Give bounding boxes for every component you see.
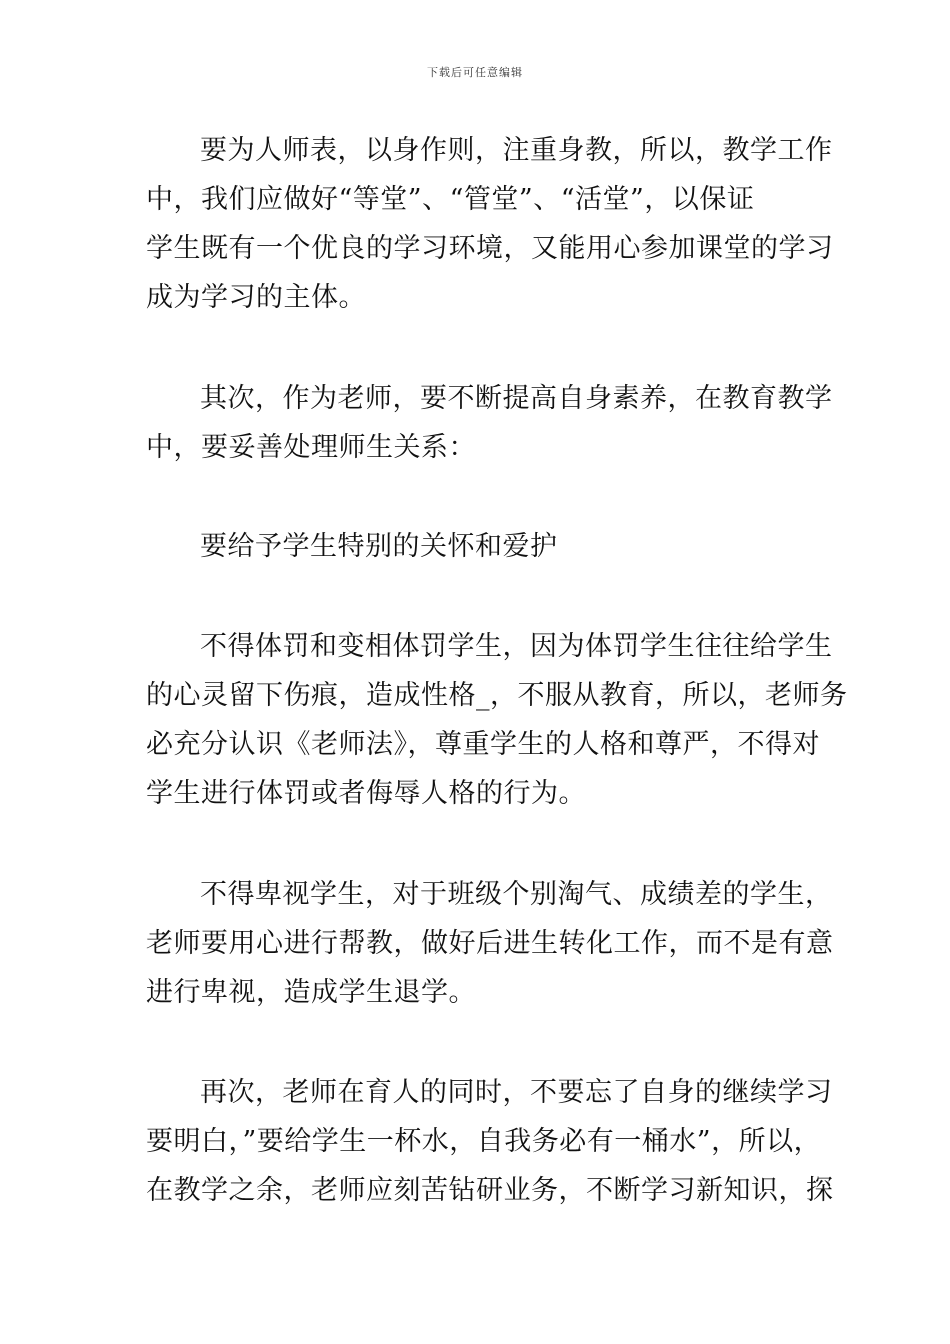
paragraph-5 xyxy=(146,870,836,1017)
paragraph-line: 不得体罚和变相体罚学生，因为体罚学生往往给学生 xyxy=(200,631,833,662)
paragraph-2 xyxy=(146,374,836,472)
paragraph-6 xyxy=(146,1068,836,1215)
paragraph-line: 要明白，”要给学生一杯水，自我务必有一桶水”，所以， xyxy=(146,1126,822,1157)
paragraph-line: 在教学之余，老师应刻苦钻研业务，不断学习新知识，探 xyxy=(146,1175,834,1206)
paragraph-3 xyxy=(146,522,836,571)
paragraph-line: 的心灵留下伤痕，造成性格_，不服从教育，所以，老师务 xyxy=(146,680,848,711)
paragraph-line: 中，我们应做好“等堂”、“管堂”、“活堂”，以保证 xyxy=(146,184,755,215)
paragraph-line: 进行卑视，造成学生退学。 xyxy=(146,977,476,1008)
paragraph-line: 再次，老师在育人的同时，不要忘了自身的继续学习 xyxy=(200,1077,833,1108)
paragraph-line: 要给予学生特别的关怀和爱护 xyxy=(200,531,558,562)
paragraph-1 xyxy=(146,126,836,322)
paragraph-4 xyxy=(146,622,848,818)
paragraph-line: 其次，作为老师，要不断提高自身素养，在教育教学 xyxy=(200,383,833,414)
paragraph-line: 要为人师表，以身作则，注重身教，所以，教学工作 xyxy=(200,135,833,166)
paragraph-line: 老师要用心进行帮教，做好后进生转化工作，而不是有意 xyxy=(146,928,834,959)
paragraph-line: 中，要妥善处理师生关系： xyxy=(146,432,476,463)
paragraph-line: 学生既有一个优良的学习环境，又能用心参加课堂的学习 xyxy=(146,233,834,264)
paragraph-line: 不得卑视学生，对于班级个别淘气、成绩差的学生， xyxy=(200,879,833,910)
paragraph-line: 必充分认识《老师法》，尊重学生的人格和尊严，不得对 xyxy=(146,729,820,760)
page-header: 下载后可任意编辑 xyxy=(427,66,523,79)
paragraph-line: 成为学习的主体。 xyxy=(146,282,366,313)
paragraph-line: 学生进行体罚或者侮辱人格的行为。 xyxy=(146,778,586,809)
